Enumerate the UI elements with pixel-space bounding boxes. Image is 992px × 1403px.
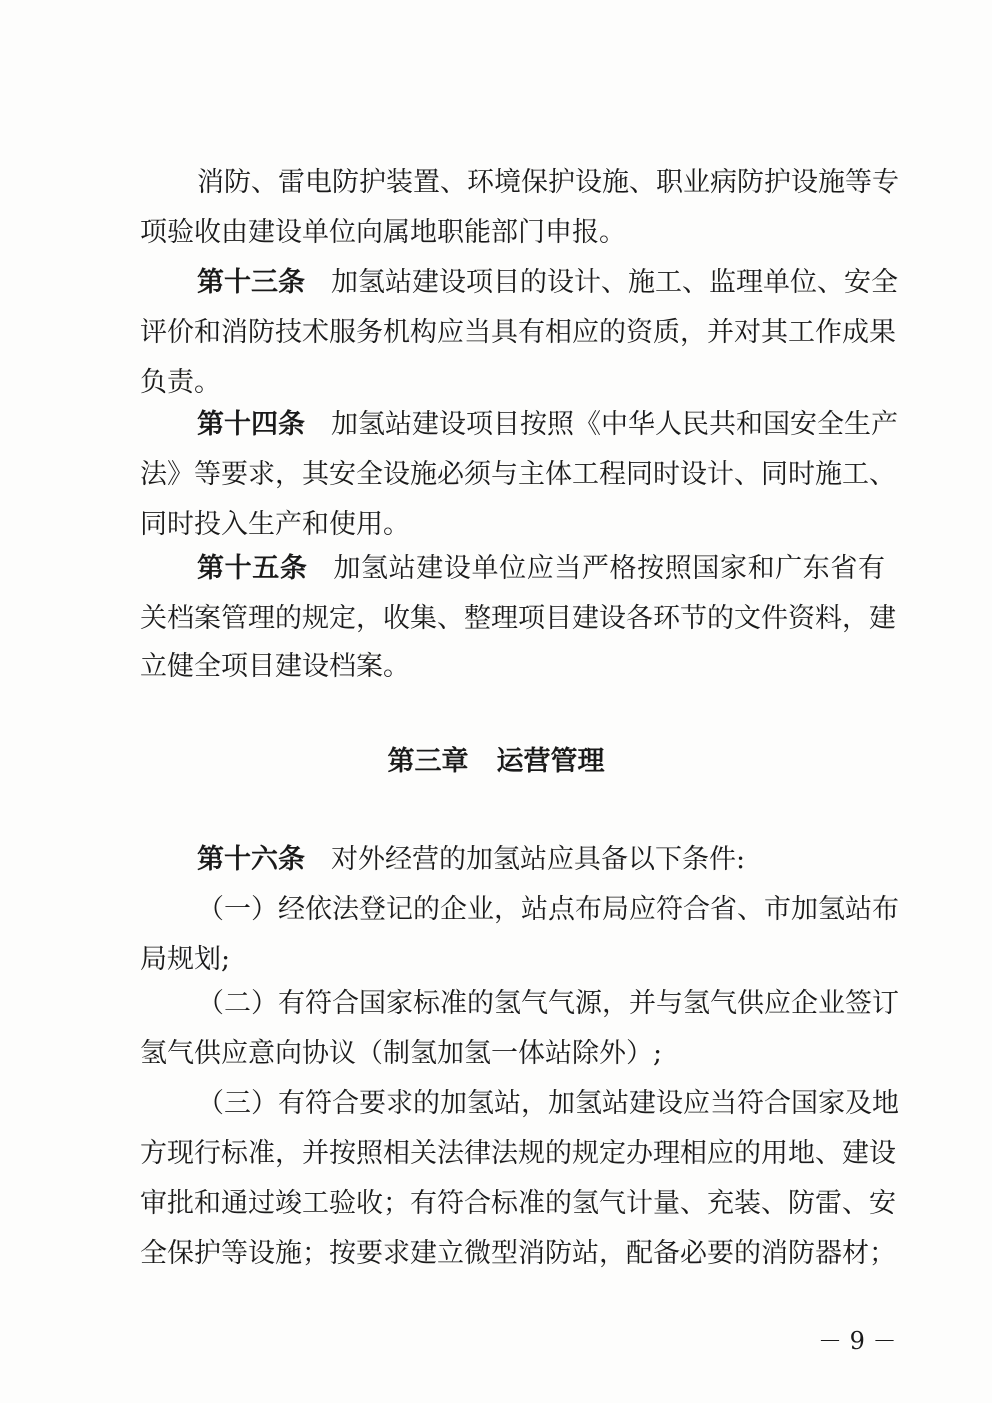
- text-line: 负责。: [140, 367, 221, 398]
- text-line: 加氢站建设项目的设计、施工、监理单位、安全: [331, 267, 898, 298]
- text-line: 局规划;: [140, 944, 231, 975]
- article-15-line: [197, 549, 885, 589]
- text-line: 评价和消防技术服务机构应当具有相应的资质，并对其工作成果: [140, 317, 896, 348]
- article-label: 第十四条: [197, 409, 305, 440]
- article-label: 第十三条: [197, 267, 305, 298]
- text-line: 方现行标准，并按照相关法律法规的规定办理相应的用地、建设: [140, 1138, 896, 1169]
- article-label: 第十五条: [197, 553, 308, 584]
- text-line: （二）有符合国家标准的氢气气源，并与氢气供应企业签订: [197, 988, 899, 1019]
- article-13-line: [197, 263, 898, 303]
- chapter-heading: [0, 742, 992, 782]
- page-number: － 9 －: [818, 1327, 897, 1355]
- text-line: 审批和通过竣工验收；有符合标准的氢气计量、充装、防雷、安: [140, 1188, 896, 1219]
- text-line: 全保护等设施；按要求建立微型消防站，配备必要的消防器材；: [140, 1238, 896, 1269]
- text-line: 对外经营的加氢站应具备以下条件:: [331, 844, 746, 875]
- article-16-line: [197, 840, 885, 880]
- text-line: （一）经依法登记的企业，站点布局应符合省、市加氢站布: [197, 894, 899, 925]
- chapter-title: 运营管理: [496, 746, 605, 777]
- text-line: 氢气供应意向协议（制氢加氢一体站除外）;: [140, 1038, 663, 1069]
- article-14-line: [197, 405, 898, 445]
- text-line: 立健全项目建设档案。: [140, 651, 410, 682]
- text-line: 同时投入生产和使用。: [140, 509, 410, 540]
- text-line: 消防、雷电防护装置、环境保护设施、职业病防护设施等专: [197, 167, 899, 198]
- article-label: 第十六条: [197, 844, 305, 875]
- text-line: （三）有符合要求的加氢站，加氢站建设应当符合国家及地: [197, 1088, 899, 1119]
- text-line: 加氢站建设项目按照《中华人民共和国安全生产: [331, 409, 898, 440]
- text-line: 加氢站建设单位应当严格按照国家和广东省有: [333, 553, 886, 584]
- text-line: 项验收由建设单位向属地职能部门申报。: [140, 217, 626, 248]
- text-line: 法》等要求，其安全设施必须与主体工程同时设计、同时施工、: [140, 459, 896, 490]
- text-line: 关档案管理的规定，收集、整理项目建设各环节的文件资料，建: [140, 603, 896, 634]
- chapter-number: 第三章: [387, 746, 469, 777]
